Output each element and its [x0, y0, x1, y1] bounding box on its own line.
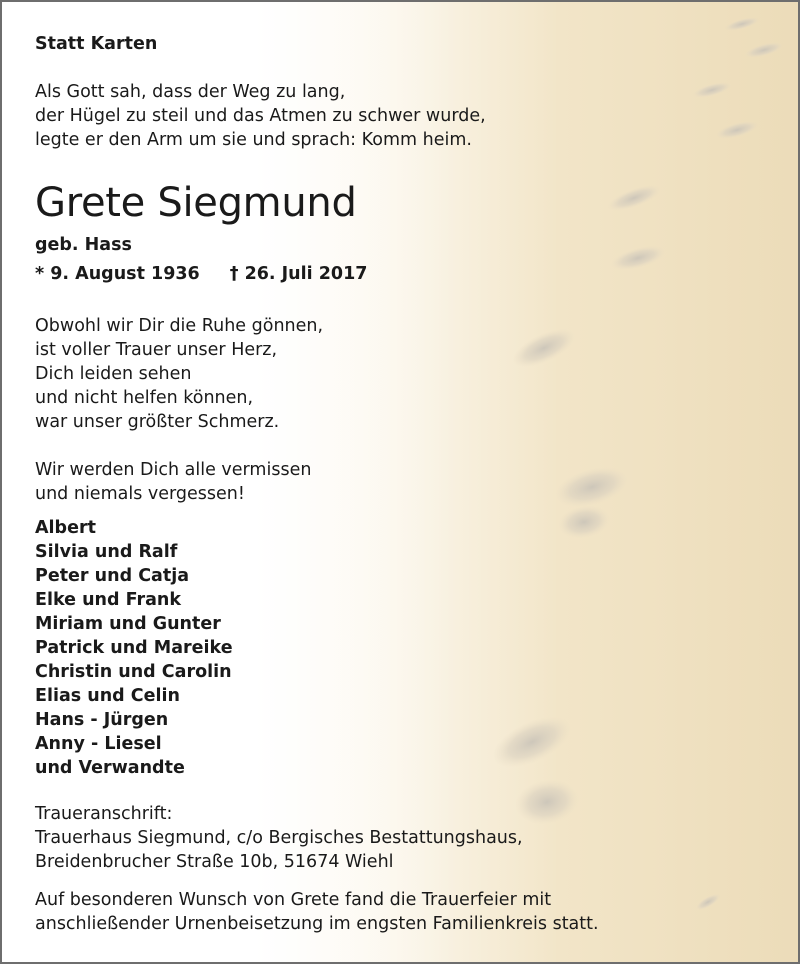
footprints: [485, 15, 784, 914]
poem-line: und nicht helfen können,: [35, 388, 254, 408]
poem-line: war unser größter Schmerz.: [35, 412, 280, 432]
poem-line: ist voller Trauer unser Herz,: [35, 340, 278, 360]
poem-line: Dich leiden sehen: [35, 364, 192, 384]
address-line: Trauerhaus Siegmund, c/o Bergisches Bestattungshaus,: [35, 828, 523, 848]
mourner-name: Christin und Carolin: [35, 662, 232, 682]
deceased-name: Grete Siegmund: [35, 180, 357, 226]
mourner-name: Anny - Liesel: [35, 734, 162, 754]
life-dates: [35, 263, 367, 285]
quote-line: der Hügel zu steil und das Atmen zu schwer wurde,: [35, 106, 486, 126]
mourner-name: Albert: [35, 518, 96, 538]
header-label: Statt Karten: [35, 34, 158, 54]
address-line: Breidenbrucher Straße 10b, 51674 Wiehl: [35, 852, 394, 872]
farewell-line: und niemals vergessen!: [35, 484, 245, 504]
mourner-name: Peter und Catja: [35, 566, 190, 586]
mourner-name: Patrick und Mareike: [35, 638, 233, 658]
poem-line: Obwohl wir Dir die Ruhe gönnen,: [35, 316, 324, 336]
birth-date: * 9. August 1936: [35, 264, 200, 284]
address-line: Traueranschrift:: [35, 804, 173, 824]
notice-line: Auf besonderen Wunsch von Grete fand die Trauerfeier mit: [35, 890, 552, 910]
mourner-name: und Verwandte: [35, 758, 185, 778]
quote-line: Als Gott sah, dass der Weg zu lang,: [35, 82, 346, 102]
maiden-name: geb. Hass: [35, 235, 132, 255]
mourner-name: Elias und Celin: [35, 686, 180, 706]
mourner-name: Silvia und Ralf: [35, 542, 178, 562]
farewell-line: Wir werden Dich alle vermissen: [35, 460, 312, 480]
death-date: † 26. Juli 2017: [229, 264, 368, 284]
notice-line: anschließender Urnenbeisetzung im engsten Familienkreis statt.: [35, 914, 599, 934]
quote-line: legte er den Arm um sie und sprach: Komm heim.: [35, 130, 472, 150]
mourner-name: Hans - Jürgen: [35, 710, 169, 730]
mourner-name: Miriam und Gunter: [35, 614, 221, 634]
mourner-name: Elke und Frank: [35, 590, 181, 610]
